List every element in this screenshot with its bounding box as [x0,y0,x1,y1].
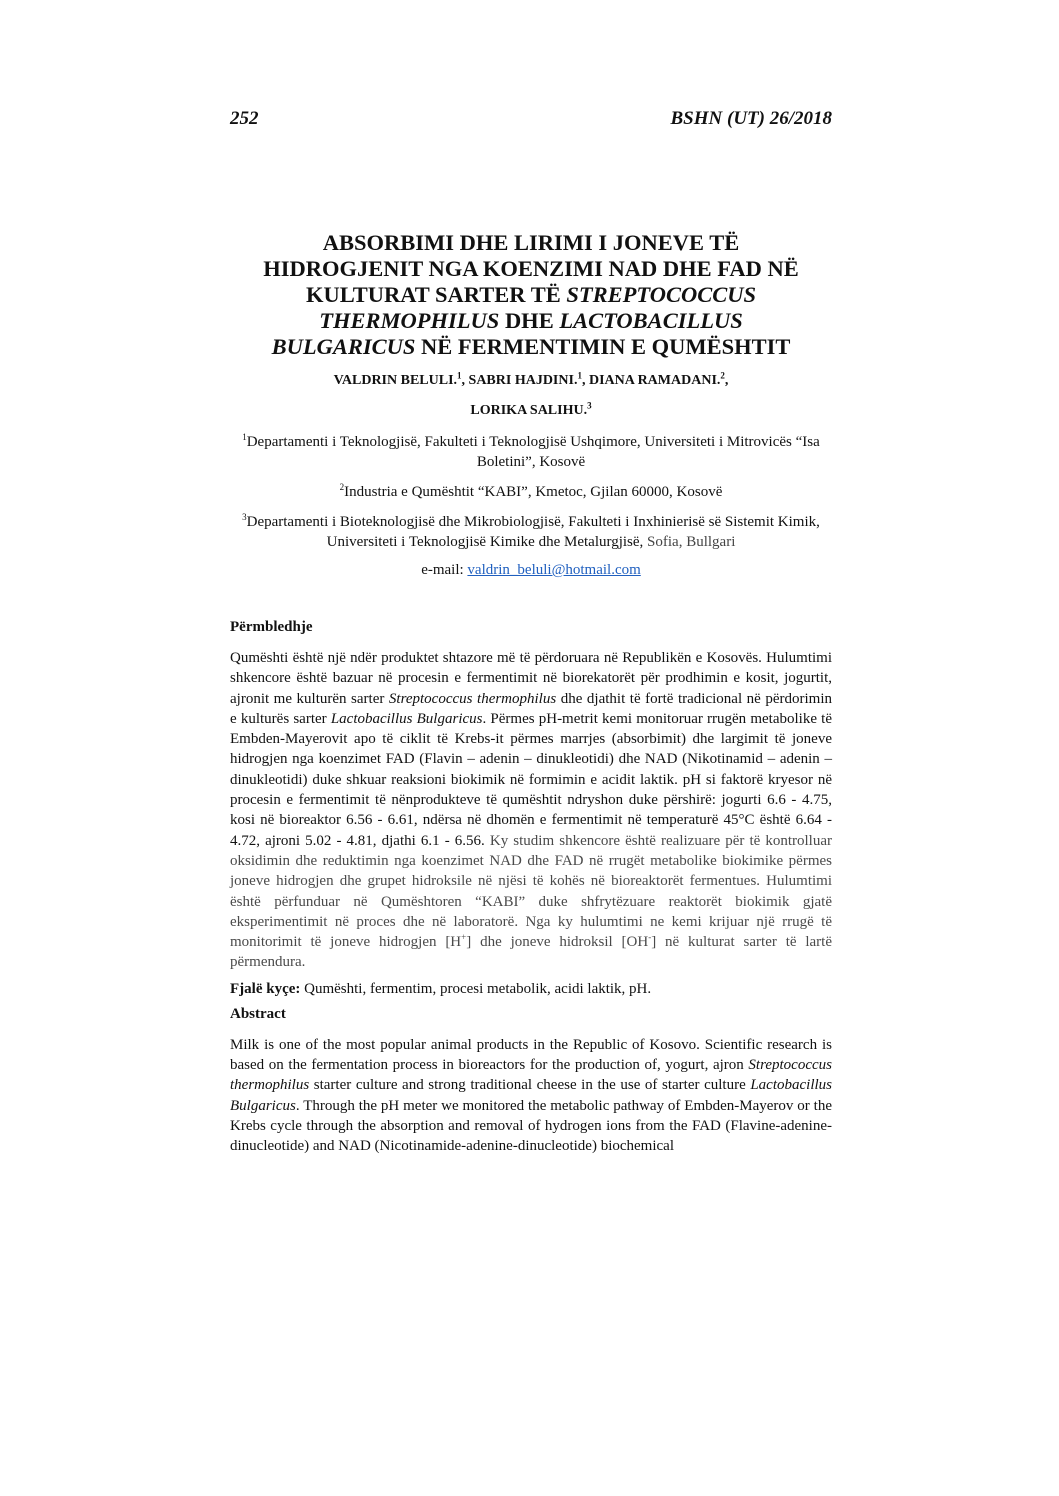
journal-name: BSHN (UT) 26/2018 [670,108,832,129]
title-line: ABSORBIMI DHE LIRIMI I JONEVE TË [322,230,740,255]
author-list: VALDRIN BELULI.$^1$, SABRI HAJDINI.$^1$, DIANA RAMADANI.$^2$, LORIKA SALIHU.$^3$ [333,370,729,418]
running-header [230,108,832,130]
summary-paragraph: Qumështi është një ndër produktet shtazore më të përdoruara në Republikën e Kosovës. Hulumtimi shkencore është bazuar në procesin e fermentimit në biorekatorët për prodhimin e kosit, jogurtit, ajronit me kulturën sarter Streptococcus thermophilus dhe djathit të fortë tradicional në përdorimin e kulturës sarter Lactobacillus Bulgaricus. Përmes pH-metrit kemi monitoruar rrugën metabolike të Embden-Mayerovit apo të ciklit të Krebs-it përmes marrjes (absorbimit) dhe largimit të joneve hidrogjen nga koenzimet FAD (Flavin – adenin – dinukleotidi) dhe NAD (Nikotinamid – adenin – dinukleotidi) duke shkuar reaksioni biokimik në formimin e acidit laktik. pH si faktorë kryesor në procesin e fermentimit të nënprodukteve të qumështit ndryshon duke përshirë: jogurti 6.6 - 4.75, kosi në bioreaktor 6.56 - 6.61, ndërsa në dhomën e fermentimit në temperaturë 45°C është 6.64 - 4.72, ajroni 5.02 - 4.81, djathi 6.1 - 6.56. Ky studim shkencore është realizuare për të kontrolluar oksidimin dhe reduktimin nga koenzimet NAD dhe FAD në rrugët metabolike biokimike përmes joneve hidrogjen dhe grupet hidroksile në njësi të kohës në bioreaktorët fermentues. Hulumtimi është përfunduar në Qumështoren “KABI” duke shfrytëzuare reaktorët biokimik gjatë eksperimentimit në proces dhe në laboratorë. Nga ky hulumtimi ne kemi krijuar një rrugë të monitorimit të joneve hidrogjen [H+] dhe joneve hidroksil [OH-] në kulturat sarter të lartë përmendura. [230,650,833,971]
title-line: BULGARICUS NË FERMENTIMIN E QUMËSHTIT [271,334,791,359]
keywords: Fjalë kyçe: Qumështi, fermentim, procesi metabolik, acidi laktik, pH. [230,980,652,997]
email-link[interactable]: valdrin_beluli@hotmail.com [467,562,641,578]
author-name: LORIKA SALIHU. [470,403,588,418]
affiliation-2: $^2$Industria e Qumështit “KABI”, Kmetoc, Gjilan 60000, Kosovë [339,482,723,500]
section-heading-abstract: Abstract [230,1005,286,1022]
affiliation-1: $^1$Departamenti i Teknologjisë, Fakulteti i Teknologjisë Ushqimore, Universiteti i Mitrovicës “Isa Boletini”, Kosovë [242,432,820,470]
section-heading-summary: Përmbledhje [230,619,313,635]
author-name: , DIANA RAMADANI. [581,373,721,388]
title-line: THERMOPHILUS DHE LACTOBACILLUS [319,308,743,333]
paper-page [230,108,832,1157]
author-name: VALDRIN BELULI. [333,373,458,388]
author-name: , SABRI HAJDINI. [461,373,578,388]
abstract-paragraph: Milk is one of the most popular animal products in the Republic of Kosovo. Scientific research is based on the fermentation process in bioreactors for the production of, yogurt, ajron Streptococcus thermophilus starter culture and strong traditional cheese in the use of starter culture Lactobacillus Bulgaricus. Through the pH meter we monitored the metabolic pathway of Embden-Mayerov or the Krebs cycle through the absorption and removal of hydrogen ions from the FAD (Flavine-adenine-dinucleotide) and NAD (Nicotinamide-adenine-dinucleotide) biochemical [230,1036,832,1155]
contact-email: e-mail: valdrin_beluli@hotmail.com [421,562,641,578]
affiliation-3: $^3$Departamenti i Bioteknologjisë dhe Mikrobiologjisë, Fakulteti i Inxhinierisë së Sistemit Kimik, Universiteti i Teknologjisë Kimike dhe Metalurgjisë, Sofia, Bullgari [242,512,820,550]
paper-title [230,230,832,360]
title-line: HIDROGJENIT NGA KOENZIMI NAD DHE FAD NË [263,256,799,281]
page-number: 252 [230,108,259,129]
title-line: KULTURAT SARTER TË STREPTOCOCCUS [306,282,756,307]
